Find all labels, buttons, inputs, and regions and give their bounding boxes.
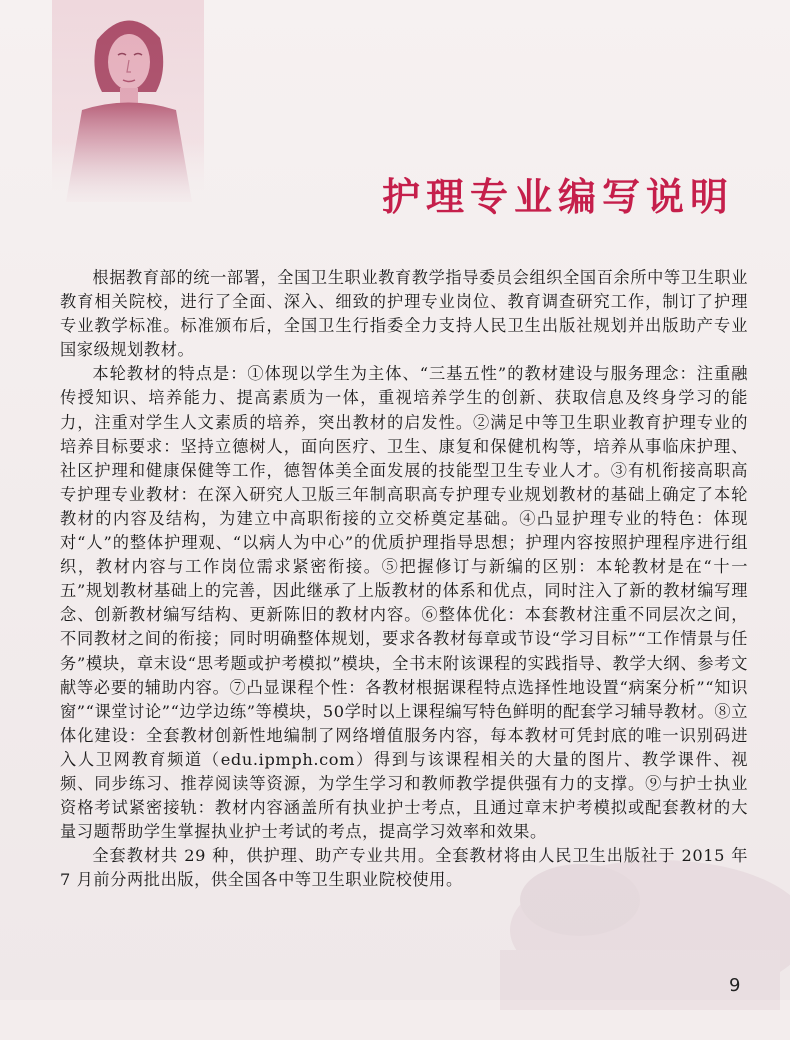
paragraph-features: 本轮教材的特点是：①体现以学生为主体、“三基五性”的教材建设与服务理念：注重融传授知识、培养能力、提高素质为一体，重视培养学生的创新、获取信息及终身学习的能力，注重对学生人文素质的培养，突出教材的启发性。②满足中等卫生职业教育护理专业的培养目标要求：坚持立德树人，面向医疗、卫生、康复和保健机构等，培养从事临床护理、社区护理和健康保健等工作，德智体美全面发展的技能型卫生专业人才。③有机衔接高职高专护理专业教材：在深入研究人卫版三年制高职高专护理专业规划教材的基础上确定了本轮教材的内容及结构，为建立中高职衔接的立交桥奠定基础。④凸显护理专业的特色：体现对“人”的整体护理观、“以病人为中心”的优质护理指导思想；护理内容按照护理程序进行组织，教材内容与工作岗位需求紧密衔接。⑤把握修订与新编的区别：本轮教材是在“十一五”规划教材基础上的完善，因此继承了上版教材的体系和优点，同时注入了新的教材编写理念、创新教材编写结构、更新陈旧的教材内容。⑥整体优化：本套教材注重不同层次之间，不同教材之间的衔接；同时明确整体规划，要求各教材每章或节设“学习目标”“工作情景与任务”模块，章末设“思考题或护考模拟”模块，全书末附该课程的实践指导、教学大纲、参考文献等必要的辅助内容。⑦凸显课程个性：各教材根据课程特点选择性地设置“病案分析”“知识窗”“课堂讨论”“边学边练”等模块，50学时以上课程编写特色鲜明的配套学习辅导教材。⑧立体化建设：全套教材创新性地编制了网络增值服务内容，每本教材可凭封底的唯一识别码进入人卫网教育频道（edu.ipmph.com）得到与该课程相关的大量的图片、教学课件、视频、同步练习、推荐阅读等资源，为学生学习和教师教学提供强有力的支撑。⑨与护士执业资格考试紧密接轨：教材内容涵盖所有执业护士考点，且通过章末护考模拟或配套教材的大量习题帮助学生掌握执业护士考试的考点，提高学习效率和效果。 bbox=[60, 364, 748, 842]
paragraph-intro: 根据教育部的统一部署，全国卫生职业教育教学指导委员会组织全国百余所中等卫生职业教育相关院校，进行了全面、深入、细致的护理专业岗位、教育调查研究工作，制订了护理专业教学标准。标准颁布后，全国卫生行指委全力支持人民卫生出版社规划并出版助产专业国家级规划教材。 bbox=[60, 268, 748, 360]
page-title: 护理专业编写说明 bbox=[382, 175, 735, 219]
paragraph-summary: 全套教材共 29 种，供护理、助产专业共用。全套教材将由人民卫生出版社于 2015 年 7 月前分两批出版，供全国各中等卫生职业院校使用。 bbox=[60, 846, 748, 890]
nightingale-portrait bbox=[52, 0, 204, 202]
body-text bbox=[60, 266, 748, 892]
page-number: 9 bbox=[729, 975, 741, 996]
